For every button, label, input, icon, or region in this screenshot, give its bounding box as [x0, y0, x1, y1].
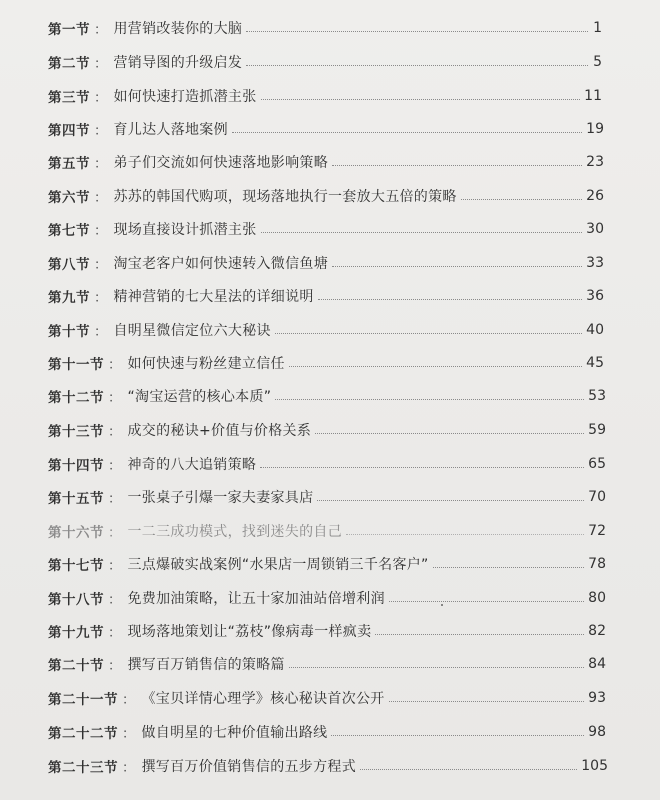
toc-title: 成交的秘诀+价值与价格关系	[127, 423, 312, 439]
toc-dot-leader	[332, 265, 582, 267]
toc-title: 一二三成功模式，找到迷失的自己	[127, 524, 342, 540]
toc-entry	[48, 585, 606, 611]
toc-chapter-number: 第二十一节	[48, 692, 118, 708]
toc-chapter-number: 第六节	[48, 190, 90, 206]
toc-page-number: 53	[588, 388, 606, 404]
toc-chapter-number: 第十九节	[48, 625, 104, 641]
toc-dot-leader	[346, 533, 584, 535]
toc-separator: ：	[94, 22, 108, 38]
toc-page-number: 59	[588, 422, 606, 438]
toc-page-number: 98	[588, 724, 606, 740]
toc-chapter-number: 第十三节	[48, 424, 104, 440]
toc-chapter-number: 第十五节	[48, 491, 104, 507]
toc-separator: ：	[94, 324, 108, 340]
toc-chapter-number: 第十节	[48, 324, 90, 340]
toc-title: 育儿达人落地案例	[113, 122, 228, 138]
toc-page-number: 84	[588, 656, 606, 672]
toc-page-number: 80	[588, 590, 606, 606]
toc-entry	[48, 15, 602, 41]
toc-entry	[48, 250, 604, 276]
toc-entry	[48, 417, 606, 443]
toc-title: 用营销改装你的大脑	[113, 21, 243, 37]
toc-page-number: 11	[584, 88, 602, 104]
toc-separator: ：	[108, 390, 122, 406]
toc-dot-leader	[260, 466, 584, 468]
toc-separator: ：	[94, 190, 108, 206]
toc-entry	[48, 518, 606, 544]
toc-chapter-number: 第十四节	[48, 458, 104, 474]
toc-page-number: 26	[586, 188, 604, 204]
toc-title: 神奇的八大追销策略	[127, 457, 257, 473]
toc-title: 营销导图的升级启发	[113, 55, 243, 71]
toc-chapter-number: 第二十节	[48, 658, 104, 674]
toc-page-number: 93	[588, 690, 606, 706]
toc-page-number: 1	[593, 20, 602, 36]
toc-separator: ：	[122, 760, 136, 776]
toc-dot-leader	[275, 398, 584, 400]
toc-title: “淘宝运营的核心本质”	[127, 389, 272, 405]
toc-dot-leader	[261, 231, 583, 233]
toc-chapter-number: 第三节	[48, 90, 90, 106]
toc-entry	[48, 551, 606, 577]
toc-title: 如何快速打造抓潜主张	[113, 89, 257, 105]
toc-entry	[48, 116, 604, 142]
toc-page-number: 19	[586, 121, 604, 137]
toc-dot-leader	[289, 666, 584, 668]
toc-title: 一张桌子引爆一家夫妻家具店	[127, 490, 314, 506]
toc-dot-leader	[275, 332, 582, 334]
toc-dot-leader	[318, 298, 582, 300]
toc-entry	[48, 49, 602, 75]
toc-entry	[48, 451, 606, 477]
toc-title: 如何快速与粉丝建立信任	[127, 356, 285, 372]
toc-separator: ：	[122, 692, 136, 708]
toc-dot-leader	[375, 633, 584, 635]
toc-entry	[48, 618, 606, 644]
toc-separator: ：	[94, 123, 108, 139]
toc-title: 苏苏的韩国代购项，现场落地执行一套放大五倍的策略	[113, 189, 457, 205]
toc-page-number: 65	[588, 456, 606, 472]
toc-chapter-number: 第八节	[48, 257, 90, 273]
toc-separator: ：	[108, 491, 122, 507]
toc-separator: ：	[108, 357, 122, 373]
toc-chapter-number: 第十七节	[48, 558, 104, 574]
toc-page-number: 72	[588, 523, 606, 539]
toc-separator: ：	[108, 458, 122, 474]
toc-separator: ：	[108, 558, 122, 574]
toc-entry	[48, 283, 604, 309]
toc-separator: ：	[108, 525, 122, 541]
toc-dot-leader	[246, 30, 588, 32]
toc-dot-leader	[289, 365, 582, 367]
toc-entry	[48, 651, 606, 677]
toc-dot-leader	[389, 600, 584, 602]
toc-chapter-number: 第二十二节	[48, 726, 118, 742]
toc-chapter-number: 第四节	[48, 123, 90, 139]
toc-entry	[48, 317, 604, 343]
toc-page-number: 30	[586, 221, 604, 237]
toc-title: 《宝贝详情心理学》核心秘诀首次公开	[141, 691, 385, 707]
toc-chapter-number: 第十六节	[48, 525, 104, 541]
toc-separator: ：	[108, 658, 122, 674]
toc-page-number: 5	[593, 54, 602, 70]
toc-title: 免费加油策略，让五十家加油站倍增利润	[127, 591, 385, 607]
toc-page-number: 82	[588, 623, 606, 639]
toc-separator: ：	[94, 290, 108, 306]
toc-dot-leader	[360, 768, 577, 770]
toc-title: 弟子们交流如何快速落地影响策略	[113, 155, 328, 171]
toc-entry	[48, 484, 606, 510]
toc-title: 淘宝老客户如何快速转入微信鱼塘	[113, 256, 328, 272]
toc-dot-leader	[331, 734, 584, 736]
toc-entry	[48, 383, 606, 409]
toc-dot-leader	[433, 566, 585, 568]
toc-separator: ：	[94, 156, 108, 172]
toc-page-number: 78	[588, 556, 606, 572]
toc-separator: ：	[108, 424, 122, 440]
toc-separator: ：	[122, 726, 136, 742]
toc-title: 自明星微信定位六大秘诀	[113, 323, 271, 339]
toc-page-number: 33	[586, 255, 604, 271]
toc-chapter-number: 第十一节	[48, 357, 104, 373]
toc-chapter-number: 第九节	[48, 290, 90, 306]
toc-title: 撰写百万价值销售信的五步方程式	[141, 759, 356, 775]
toc-dot-leader	[317, 499, 584, 501]
toc-entry	[48, 216, 604, 242]
toc-separator: ：	[94, 90, 108, 106]
toc-page-number: 70	[588, 489, 606, 505]
toc-chapter-number: 第五节	[48, 156, 90, 172]
toc-chapter-number: 第十八节	[48, 592, 104, 608]
toc-entry	[48, 350, 604, 376]
toc-title: 精神营销的七大星法的详细说明	[113, 289, 314, 305]
toc-dot-leader	[461, 198, 582, 200]
toc-entry	[48, 183, 604, 209]
toc-separator: ：	[108, 625, 122, 641]
toc-page-number: 45	[586, 355, 604, 371]
toc-title: 三点爆破实战案例“水果店一周锁销三千名客户”	[127, 557, 429, 573]
toc-title: 现场直接设计抓潜主张	[113, 222, 257, 238]
toc-chapter-number: 第七节	[48, 223, 90, 239]
toc-chapter-number: 第十二节	[48, 390, 104, 406]
toc-chapter-number: 第二十三节	[48, 760, 118, 776]
toc-page-number: 40	[586, 322, 604, 338]
scan-speck	[441, 604, 443, 606]
toc-separator: ：	[94, 257, 108, 273]
toc-separator: ：	[94, 56, 108, 72]
toc-chapter-number: 第一节	[48, 22, 90, 38]
toc-page-number: 36	[586, 288, 604, 304]
toc-dot-leader	[261, 98, 581, 100]
toc-separator: ：	[108, 592, 122, 608]
toc-entry	[48, 149, 604, 175]
toc-dot-leader	[246, 64, 588, 66]
toc-page-number: 105	[581, 758, 608, 774]
toc-page-number: 23	[586, 154, 604, 170]
toc-title: 撰写百万销售信的策略篇	[127, 657, 285, 673]
toc-entry	[48, 753, 608, 779]
toc-entry	[48, 719, 606, 745]
toc-separator: ：	[94, 223, 108, 239]
toc-dot-leader	[232, 131, 582, 133]
toc-entry	[48, 83, 602, 109]
toc-chapter-number: 第二节	[48, 56, 90, 72]
toc-dot-leader	[389, 700, 585, 702]
toc-title: 现场落地策划让“荔枝”像病毒一样疯卖	[127, 624, 372, 640]
toc-title: 做自明星的七种价值输出路线	[141, 725, 328, 741]
toc-dot-leader	[332, 164, 582, 166]
toc-dot-leader	[315, 432, 584, 434]
toc-entry	[48, 685, 606, 711]
